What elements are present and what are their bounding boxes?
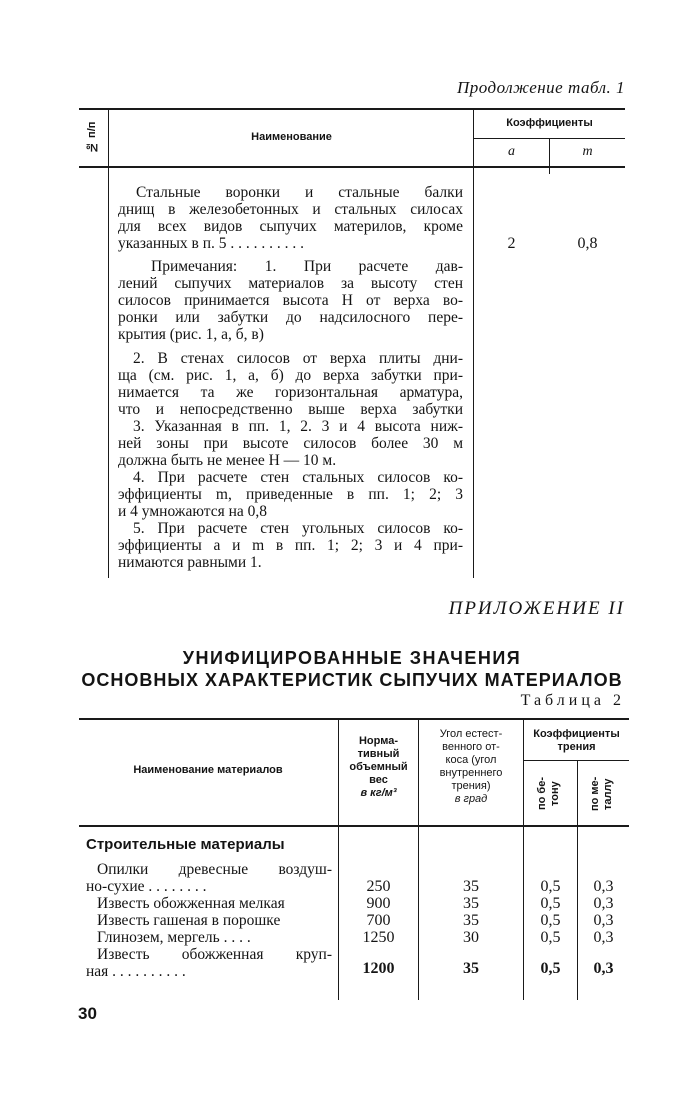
table2-row-name	[86, 861, 332, 895]
table2-cell-angle: 30	[463, 929, 479, 946]
note-line: крытия (рис. 1, а, б, в)	[118, 326, 264, 343]
note-line: нимается та же горизонтальная арматура,	[118, 384, 463, 401]
table2-header-name: Наименование материалов	[133, 764, 283, 776]
table1-header-coef-a: а	[508, 144, 515, 159]
table2-top-rule	[79, 718, 629, 720]
table2-cell-friction-concrete: 0,5	[540, 878, 561, 895]
table2-cell-friction-metal: 0,3	[593, 895, 614, 912]
note-line: нимаются равными 1.	[118, 554, 262, 571]
text-line: днищ в железобетонных и стальных силосах	[118, 201, 463, 218]
table2-cell-angle: 35	[463, 912, 479, 929]
note-line: 4. При расчете стен стальных силосов ко-	[133, 469, 463, 486]
text-line: Опилки древесные воздуш-	[97, 861, 332, 878]
note-line: 2. В стенах силосов от верха плиты дни-	[133, 350, 463, 367]
table1-divider-name	[473, 108, 474, 578]
table2-cell-friction-metal: 0,3	[593, 912, 614, 929]
text-line: ная . . . . . . . . . .	[86, 963, 186, 980]
table2-cell-angle: 35	[463, 878, 479, 895]
header-line: тивный	[357, 748, 400, 760]
appendix-title-line2: ОСНОВНЫХ ХАРАКТЕРИСТИК СЫПУЧИХ МАТЕРИАЛОВ	[81, 670, 623, 690]
table2-row-name	[86, 912, 332, 929]
text-line: Глинозем, мергель . . . .	[97, 929, 251, 946]
header-line: коса (угол	[445, 754, 497, 766]
header-line: венного от-	[442, 741, 500, 753]
page-number: 30	[78, 1004, 97, 1023]
header-line: Угол естест-	[439, 728, 503, 740]
table2-header-angle	[419, 728, 523, 806]
table2-header-friction-concrete: по бе- тону	[536, 777, 561, 811]
table2-cell-weight: 1200	[362, 960, 395, 977]
header-line: объемный	[349, 761, 408, 773]
table2-cell-friction-concrete: 0,5	[540, 929, 561, 946]
table2-row-name	[86, 946, 332, 980]
table2-cell-weight: 700	[366, 912, 391, 929]
table1-notes	[118, 258, 463, 571]
header-line: трения	[557, 741, 596, 753]
header-line: Норма-	[358, 735, 398, 747]
header-line: Коэффициенты	[533, 728, 620, 740]
note-line: лений сыпучих материалов за высоту стен	[118, 275, 463, 292]
note-line: 5. При расчете стен угольных силосов ко-	[133, 520, 463, 537]
table2-row-name	[86, 895, 332, 912]
note-line: и 4 умножаются на 0,8	[118, 503, 268, 520]
table2-divider-angle	[523, 718, 524, 1000]
table2-cell-weight: 900	[366, 895, 391, 912]
table2-cell-angle: 35	[463, 895, 479, 912]
text-line: Стальные воронки и стальные балки	[136, 184, 463, 201]
table2-cell-weight: 250	[366, 878, 391, 895]
table2-cell-friction-metal: 0,3	[593, 960, 614, 977]
table2-cell-friction-concrete: 0,5	[540, 912, 561, 929]
table1-continuation-label: Продолжение табл. 1	[456, 78, 625, 97]
text-line: но-сухие . . . . . . . .	[86, 878, 207, 895]
note-line: должна быть не менее H — 10 м.	[118, 452, 337, 469]
table2-section-heading: Строительные материалы	[86, 836, 285, 853]
table2-header-weight	[339, 735, 418, 800]
table2-header-bottom-rule	[79, 825, 629, 827]
table2-row-name	[86, 929, 332, 946]
note-line: что и непосредственно выше верха забутки	[118, 401, 463, 418]
note-line: ща (см. рис. 1, а, б) до верха забутки при-	[118, 367, 463, 384]
note-line: силосов принимается высота H от верха во-	[118, 292, 463, 309]
table1-header-coef-m: m	[582, 144, 593, 159]
text-line: указанных в п. 5 . . . . . . . . . .	[118, 235, 305, 252]
note-line: Примечания: 1. При расчете дав-	[151, 258, 463, 275]
table2-label: Таблица 2	[520, 692, 625, 709]
note-line: эффициенты а и m в пп. 1; 2; 3 и 4 при-	[118, 537, 463, 554]
note-line: 3. Указанная в пп. 1, 2. 3 и 4 высота ниж-	[133, 418, 463, 435]
table1-header-bottom-rule	[79, 166, 625, 168]
text-line: для всех видов сыпучих материлов, кроме	[118, 218, 463, 235]
table1-divider-num	[108, 108, 109, 578]
text-line: Известь обожженная мелкая	[97, 895, 285, 912]
table1-row-name	[118, 184, 463, 252]
text-line: Известь обожженная круп-	[97, 946, 332, 963]
header-line: в кг/м³	[360, 787, 397, 799]
appendix-title-line1: УНИФИЦИРОВАННЫЕ ЗНАЧЕНИЯ	[182, 648, 522, 668]
table2-cell-friction-concrete: 0,5	[540, 960, 561, 977]
table1-value-m: 0,8	[577, 235, 598, 252]
appendix-label: ПРИЛОЖЕНИЕ II	[448, 598, 625, 619]
header-line: внутреннего	[439, 767, 503, 779]
table1-value-a: 2	[507, 235, 516, 252]
table2-cell-angle: 35	[463, 960, 479, 977]
header-line: трения)	[451, 780, 491, 792]
text-line: Известь гашеная в порошке	[97, 912, 281, 929]
table1-header-num: № п/п	[86, 121, 98, 153]
table2-cell-friction-concrete: 0,5	[540, 895, 561, 912]
table2-cell-friction-metal: 0,3	[593, 878, 614, 895]
table2-cell-friction-metal: 0,3	[593, 929, 614, 946]
header-line: вес	[369, 774, 388, 786]
header-line: в град	[454, 793, 488, 805]
table2-header-friction-metal: по ме- таллу	[589, 776, 614, 812]
table2-cell-weight: 1250	[362, 929, 395, 946]
table1-header-coef-group: Коэффициенты	[506, 117, 593, 129]
table1-header-name: Наименование	[251, 131, 332, 143]
note-line: эффициенты m, приведенные в пп. 1; 2; 3	[118, 486, 463, 503]
table2-header-friction-group	[524, 728, 629, 754]
note-line: ронки или забутки до надсилосного пере-	[118, 309, 463, 326]
table1-top-rule	[79, 108, 625, 110]
note-line: ней зоны при высоте силосов более 30 м	[118, 435, 463, 452]
